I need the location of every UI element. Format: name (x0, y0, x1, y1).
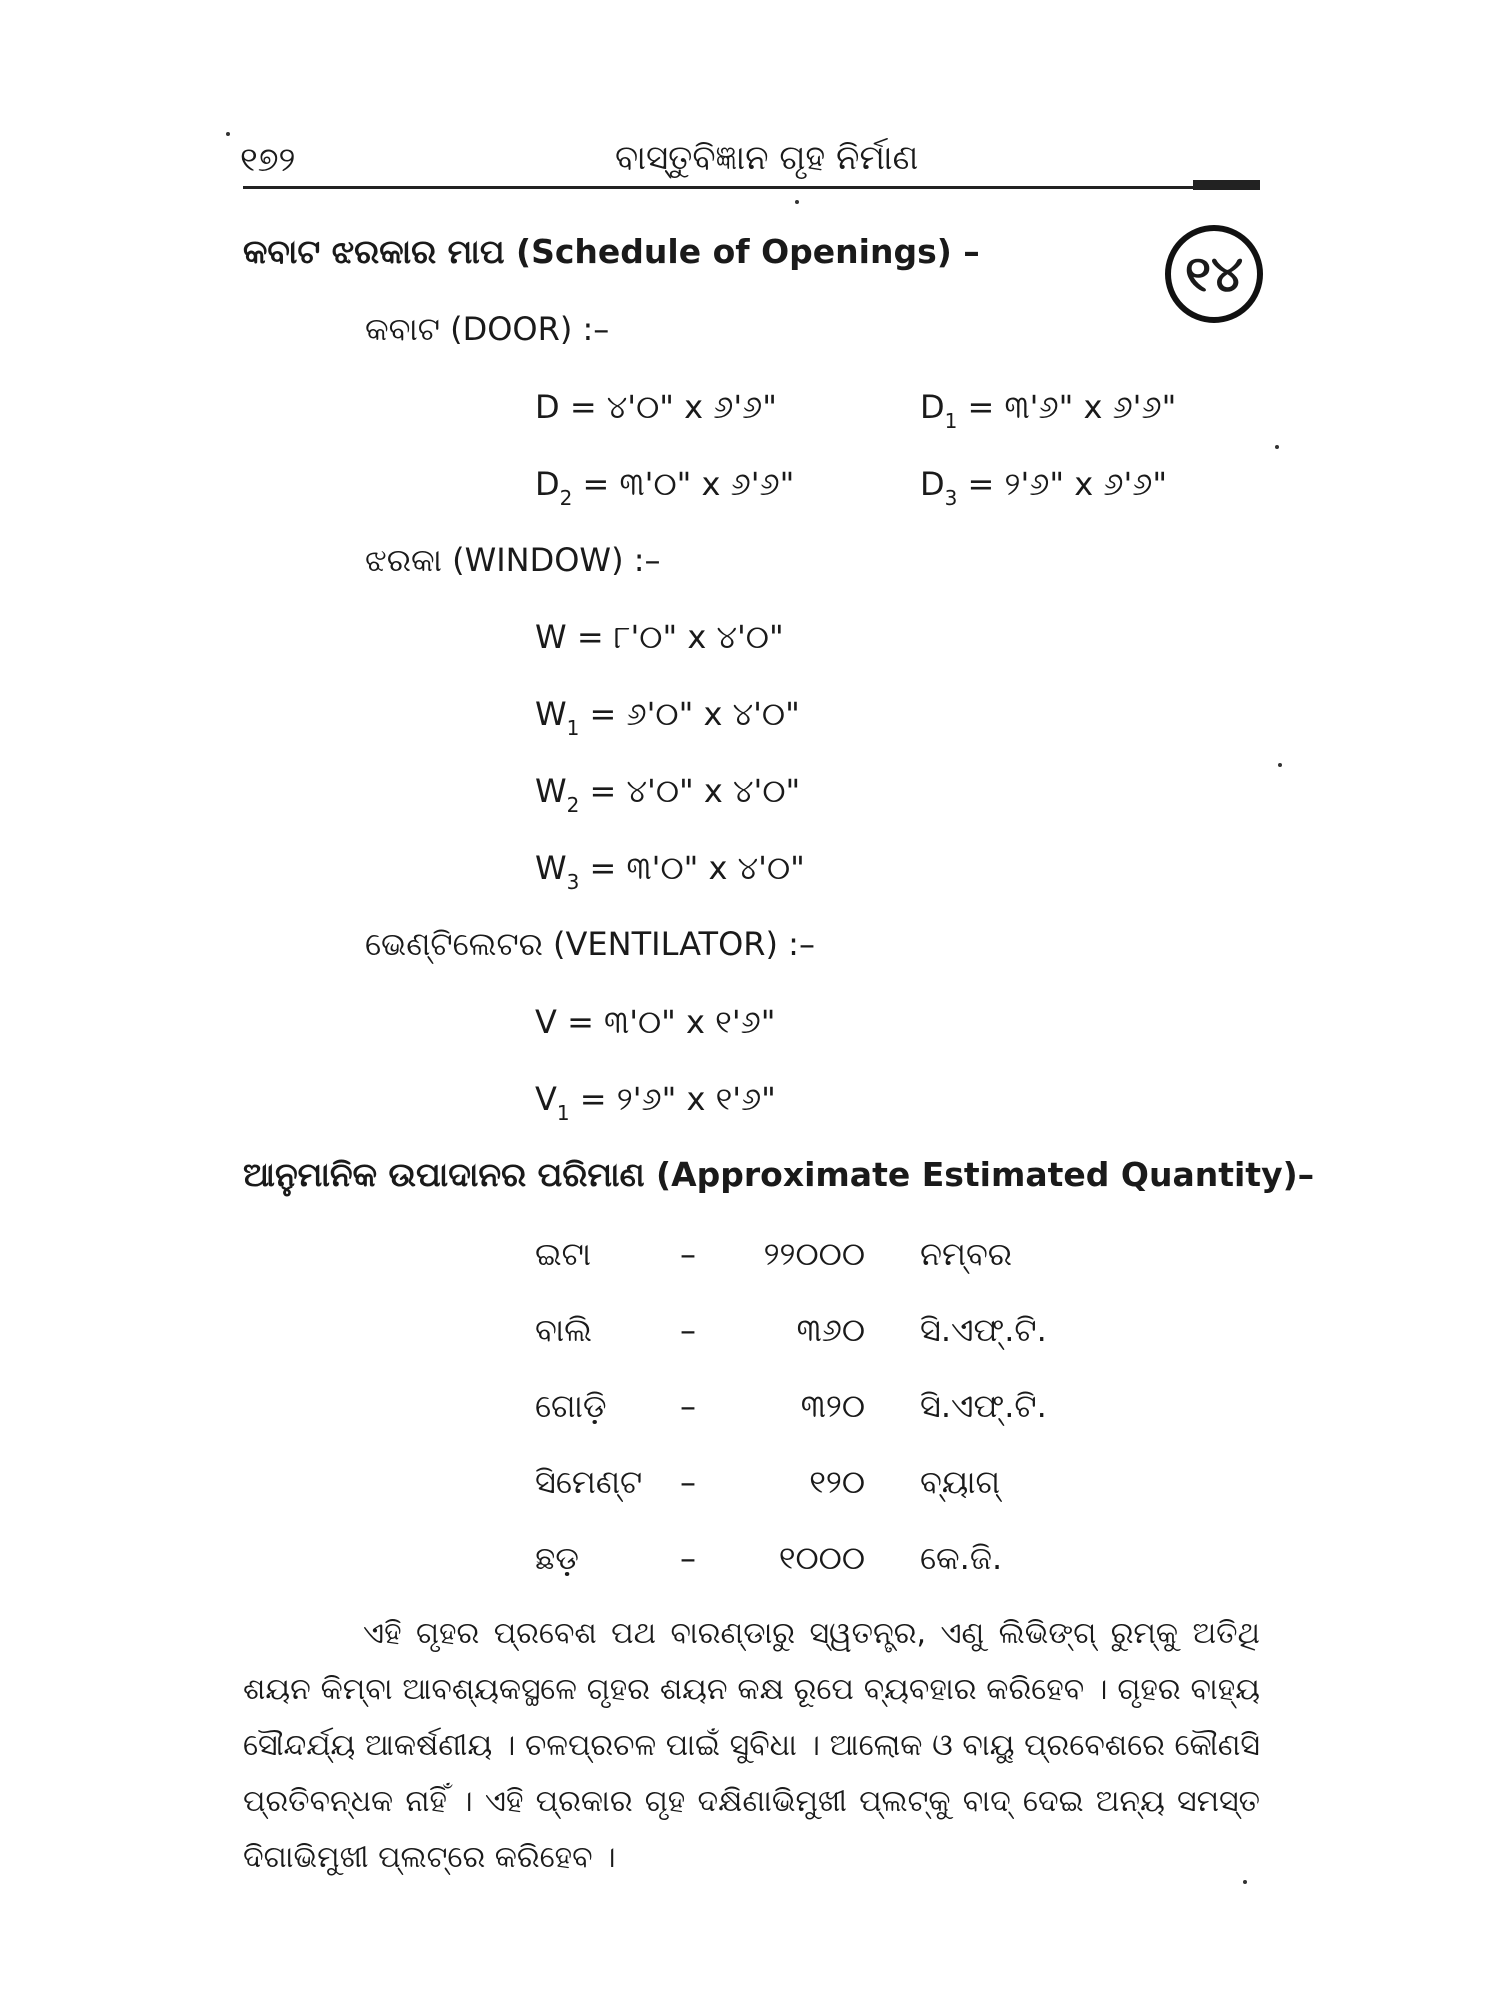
quantity-row (535, 1235, 1095, 1281)
quantity-dash: – (680, 1235, 696, 1273)
quantity-unit: ବ୍ୟାଗ୍ (920, 1463, 1001, 1501)
chapter-number-badge (1165, 225, 1263, 323)
ventilator-v1: $V_1$ = ୨'୬" x ୧'୬" (535, 1080, 776, 1125)
quantity-dash: – (680, 1387, 696, 1425)
window-w: W = ୮'୦" x ୪'୦" (535, 618, 784, 656)
ventilator-v: V = ୩'୦" x ୧'୬" (535, 1003, 776, 1041)
quantity-amount: ୨୨୦୦୦ (763, 1235, 865, 1273)
header-rule-tab (1193, 180, 1260, 190)
quantity-amount: ୩୬୦ (796, 1311, 865, 1349)
quantity-item: ଇଟା (535, 1235, 592, 1273)
door-d: D = ୪'୦" x ୬'୬" (535, 388, 777, 426)
quantity-row (535, 1463, 1095, 1509)
window-w2: $W_2$ = ୪'୦" x ୪'୦" (535, 772, 801, 817)
quantity-item: ସିମେଣ୍ଟ (535, 1463, 643, 1501)
schedule-heading: କବାଟ ଝରକାର ମାପ (Schedule of Openings) – (243, 232, 980, 271)
quantity-dash: – (680, 1539, 696, 1577)
running-title: ବାସ୍ତୁବିଜ୍ଞାନ ଗୃହ ନିର୍ମାଣ (615, 138, 919, 178)
ventilator-label: ଭେଣ୍ଟିଲେଟର (VENTILATOR) :– (365, 925, 815, 963)
window-label: ଝରକା (WINDOW) :– (365, 541, 661, 579)
quantity-unit: କେ.ଜି. (920, 1539, 1003, 1577)
quantity-unit: ସି.ଏଫ୍.ଟି. (920, 1311, 1047, 1349)
header-rule (243, 186, 1260, 189)
quantity-amount: ୧୨୦ (809, 1463, 865, 1501)
quantity-row (535, 1387, 1095, 1433)
quantity-unit: ସି.ଏଫ୍.ଟି. (920, 1387, 1047, 1425)
quantity-row (535, 1539, 1095, 1585)
quantity-item: ଛଡ଼ (535, 1539, 580, 1577)
body-paragraph-text: ଏହି ଗୃହର ପ୍ରବେଶ ପଥ ବାରଣ୍ଡାରୁ ସ୍ୱତନ୍ତ୍ର, ଏଣୁ ଲିଭିଙ୍ଗ୍ ରୁମ୍‌କୁ ଅତିଥି ଶୟନ କିମ୍ବା ଆବଶ୍ୟକସ୍ଥଳେ ଗୃହର ଶୟନ କକ୍ଷ ରୂପେ ବ୍ୟବହାର କରିହେବ । ଗୃହର ବାହ୍ୟ ସୌନ୍ଦର୍ଯ୍ୟ ଆକର୍ଷଣୀୟ । ଚଳପ୍ରଚଳ ପାଇଁ ସୁବିଧା । ଆଲୋକ ଓ ବାୟୁ ପ୍ରବେଶରେ କୌଣସି ପ୍ରତିବନ୍ଧକ ନାହିଁ । ଏହି ପ୍ରକାର ଗୃହ ଦକ୍ଷିଣାଭିମୁଖୀ ପ୍ଲଟ୍‌କୁ ବାଦ୍ ଦେଇ ଅନ୍ୟ ସମସ୍ତ ଦିଗାଭିମୁଖୀ ପ୍ଲଟ୍‌ରେ କରିହେବ । (243, 1616, 1260, 1875)
quantity-dash: – (680, 1311, 696, 1349)
quantity-amount: ୧୦୦୦ (778, 1539, 865, 1577)
door-d3: $D_3$ = ୨'୬" x ୬'୬" (920, 465, 1168, 510)
speck (226, 132, 230, 136)
quantity-row (535, 1311, 1095, 1357)
door-d2: $D_2$ = ୩'୦" x ୬'୬" (535, 465, 795, 510)
quantity-item: ଗୋଡ଼ି (535, 1387, 607, 1425)
body-paragraph (243, 1606, 1260, 1886)
window-w3: $W_3$ = ୩'୦" x ୪'୦" (535, 849, 805, 894)
speck (795, 200, 799, 204)
quantity-heading: ଆନୁମାନିକ ଉପାଦାନର ପରିମାଣ (Approximate Estimated Quantity)– (243, 1155, 1315, 1194)
door-label: କବାଟ (DOOR) :– (365, 310, 610, 348)
speck (1275, 445, 1279, 449)
quantity-dash: – (680, 1463, 696, 1501)
door-d1: $D_1$ = ୩'୬" x ୬'୬" (920, 388, 1177, 433)
chapter-number: ୧୪ (1184, 244, 1244, 303)
speck (1278, 763, 1282, 767)
quantity-item: ବାଲି (535, 1311, 592, 1349)
window-w1: $W_1$ = ୬'୦" x ୪'୦" (535, 695, 800, 740)
page-number: ୧୭୨ (240, 140, 296, 180)
quantity-amount: ୩୨୦ (800, 1387, 865, 1425)
quantity-unit: ନମ୍ବର (920, 1235, 1013, 1273)
